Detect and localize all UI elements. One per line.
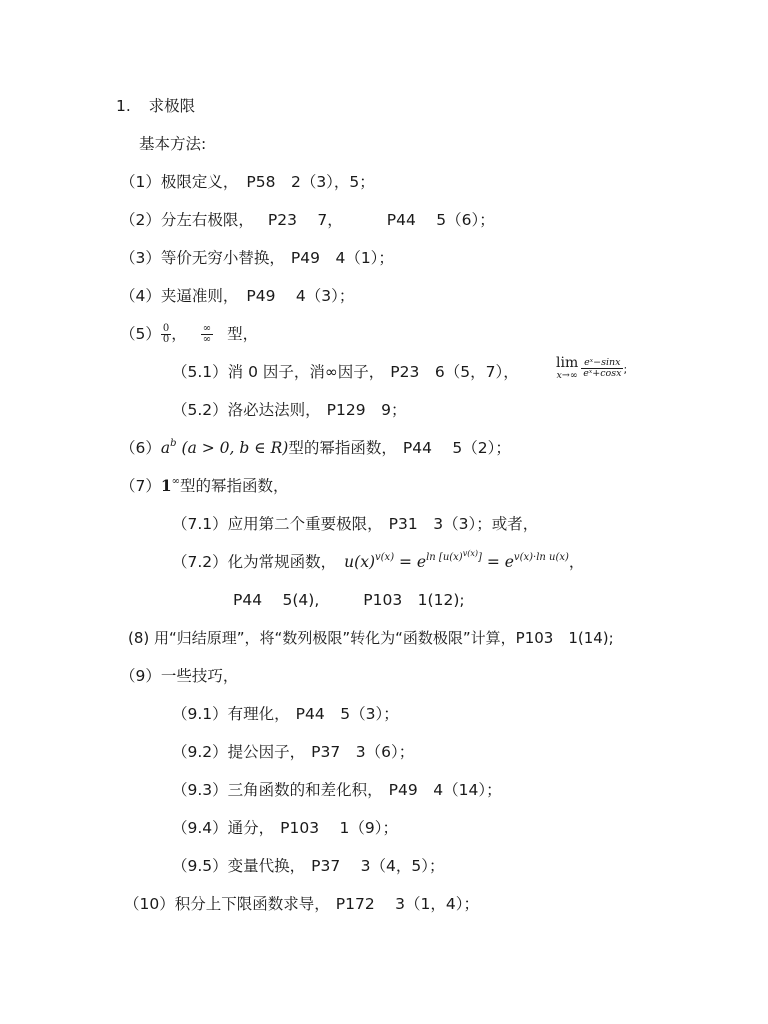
- item-reference: P44 5（2）；: [402, 439, 511, 457]
- item-label: （5）: [120, 325, 161, 343]
- item-reference: P37 3（6）；: [311, 743, 415, 761]
- item-reference: P129 9；: [326, 401, 407, 419]
- power-exponent: b: [170, 438, 177, 449]
- item-reference: P58 2（3），5；: [246, 173, 375, 191]
- item-text: 夹逼准则，: [160, 287, 239, 305]
- item-text: 变量代换，: [227, 857, 306, 875]
- item-reference: P44 5（6）；: [386, 211, 495, 229]
- item-reference: P31 3（3）；或者，: [388, 515, 539, 533]
- item-label: （9）: [120, 667, 161, 685]
- item-reference: P49 4（3）；: [246, 287, 355, 305]
- item-reference: P103 1（9）；: [280, 819, 399, 837]
- item-label: （10）: [124, 895, 175, 913]
- item-text: 三角函数的和差化积，: [227, 781, 383, 799]
- item-label: （9.3）: [172, 781, 228, 799]
- item-text: 一些技巧，: [160, 667, 239, 685]
- item-text: 型的幂指函数，: [288, 439, 397, 457]
- sub-item-9-2: [172, 742, 414, 762]
- limit-fraction: [581, 358, 623, 378]
- item-text: 应用第二个重要极限，: [227, 515, 383, 533]
- limit-denominator: eˣ+cosx: [583, 367, 622, 379]
- list-item-10: [124, 894, 479, 914]
- sub-item-9-1: [172, 704, 399, 724]
- item-label: （5.2）: [172, 401, 228, 419]
- item-text: 有理化，: [227, 705, 290, 723]
- item-reference: P37 3（4，5）；: [311, 857, 445, 875]
- lim-subscript: x→∞: [556, 370, 578, 381]
- list-item-7: [120, 476, 289, 496]
- item-reference: P44 5(4),: [233, 591, 320, 609]
- item-reference: P172 3（1，4）；: [335, 895, 479, 913]
- sub-item-9-3: [172, 780, 502, 800]
- item-text: 化为常规函数，: [227, 553, 337, 571]
- sub-item-5-2: [172, 400, 406, 420]
- section-heading: [116, 96, 195, 116]
- item-label: （9.4）: [172, 819, 228, 837]
- item-text: 洛必达法则，: [227, 401, 321, 419]
- item-label: （2）: [120, 211, 161, 229]
- list-item-8: (8) 用“归结原理”，将“数列极限”转化为“函数极限”计算，P103 1(14);: [128, 629, 614, 647]
- limit-numerator: eˣ−sinx: [581, 358, 623, 369]
- lim-word: lim: [556, 355, 579, 371]
- item-reference: P23 6（5，7），: [390, 363, 519, 381]
- formula-left: u(x): [344, 553, 375, 571]
- power-exponent: ∞: [171, 476, 181, 487]
- sub-item-9-5: [172, 856, 445, 876]
- intro-text: 基本方法:: [139, 135, 207, 153]
- item-reference: P23 7，: [267, 211, 343, 229]
- item-label: （9.1）: [172, 705, 228, 723]
- limit-expression: lim x→∞ $\frac{\text{eˣ−sinx}}{\text{eˣ+cosx}}$ ;: [556, 355, 628, 381]
- heading-title: 求极限: [148, 97, 196, 115]
- item-reference: P44 5（3）；: [295, 705, 399, 723]
- formula-middle: = e: [394, 553, 427, 571]
- item-text: 积分上下限函数求导，: [174, 895, 330, 913]
- formula-right: = e: [481, 553, 514, 571]
- item-label: （5.1）: [172, 363, 228, 381]
- item-reference: P49 4（1）；: [290, 249, 394, 267]
- list-item-4: [120, 286, 354, 306]
- item-text: 通分，: [227, 819, 275, 837]
- item-label: （9.5）: [172, 857, 228, 875]
- item-text: 等价无穷小替换，: [160, 249, 285, 267]
- item-text: 型，: [227, 325, 259, 343]
- item-text: 极限定义，: [160, 173, 239, 191]
- sub-item-9-4: [172, 818, 398, 838]
- list-item-2: [120, 210, 495, 230]
- fraction-inf-over-inf: $\frac{\infty}{\infty}$: [202, 323, 212, 345]
- item-label: （7.1）: [172, 515, 228, 533]
- list-item-3: [120, 248, 394, 268]
- power-base: a: [160, 439, 171, 457]
- item-label: （1）: [120, 173, 161, 191]
- item-label: （4）: [120, 287, 161, 305]
- item-reference: P103 1(12);: [363, 591, 465, 609]
- list-item-6: [120, 438, 511, 458]
- item-label: （9.2）: [172, 743, 228, 761]
- item-text: 型的幂指函数，: [180, 477, 289, 495]
- item-reference: P49 4（14）；: [388, 781, 502, 799]
- item-label: （3）: [120, 249, 161, 267]
- item-label: （6）: [120, 439, 161, 457]
- power-base: 1: [160, 476, 172, 495]
- list-item-9: [120, 666, 238, 686]
- list-item-1: [120, 172, 375, 192]
- heading-number: 1.: [116, 97, 131, 115]
- sub-item-7-2: （7.2）化为常规函数， $u(x)^{v(x)} = e^{ln [u(x)^{v(x)}]} = e^{v(x)\cdot ln u(x)}$，: [172, 549, 585, 571]
- item-label: （7.2）: [172, 553, 228, 571]
- fraction-zero-over-zero: $\frac{0}{0}$: [162, 323, 170, 345]
- condition: (a > 0, b ∈ R): [181, 439, 289, 457]
- list-item-5: （5） $\frac{0}{0}$ ， $\frac{\infty}{\infty}$ 型，: [120, 323, 259, 345]
- sub-item-7-2-references: [233, 590, 465, 610]
- sub-item-7-1: [172, 514, 538, 534]
- item-text: 提公因子，: [227, 743, 306, 761]
- sub-item-5-1: [172, 362, 519, 390]
- item-text: 消 0 因子，消∞因子，: [227, 363, 385, 381]
- item-label: （7）: [120, 477, 161, 495]
- item-text: 分左右极限，: [160, 211, 254, 229]
